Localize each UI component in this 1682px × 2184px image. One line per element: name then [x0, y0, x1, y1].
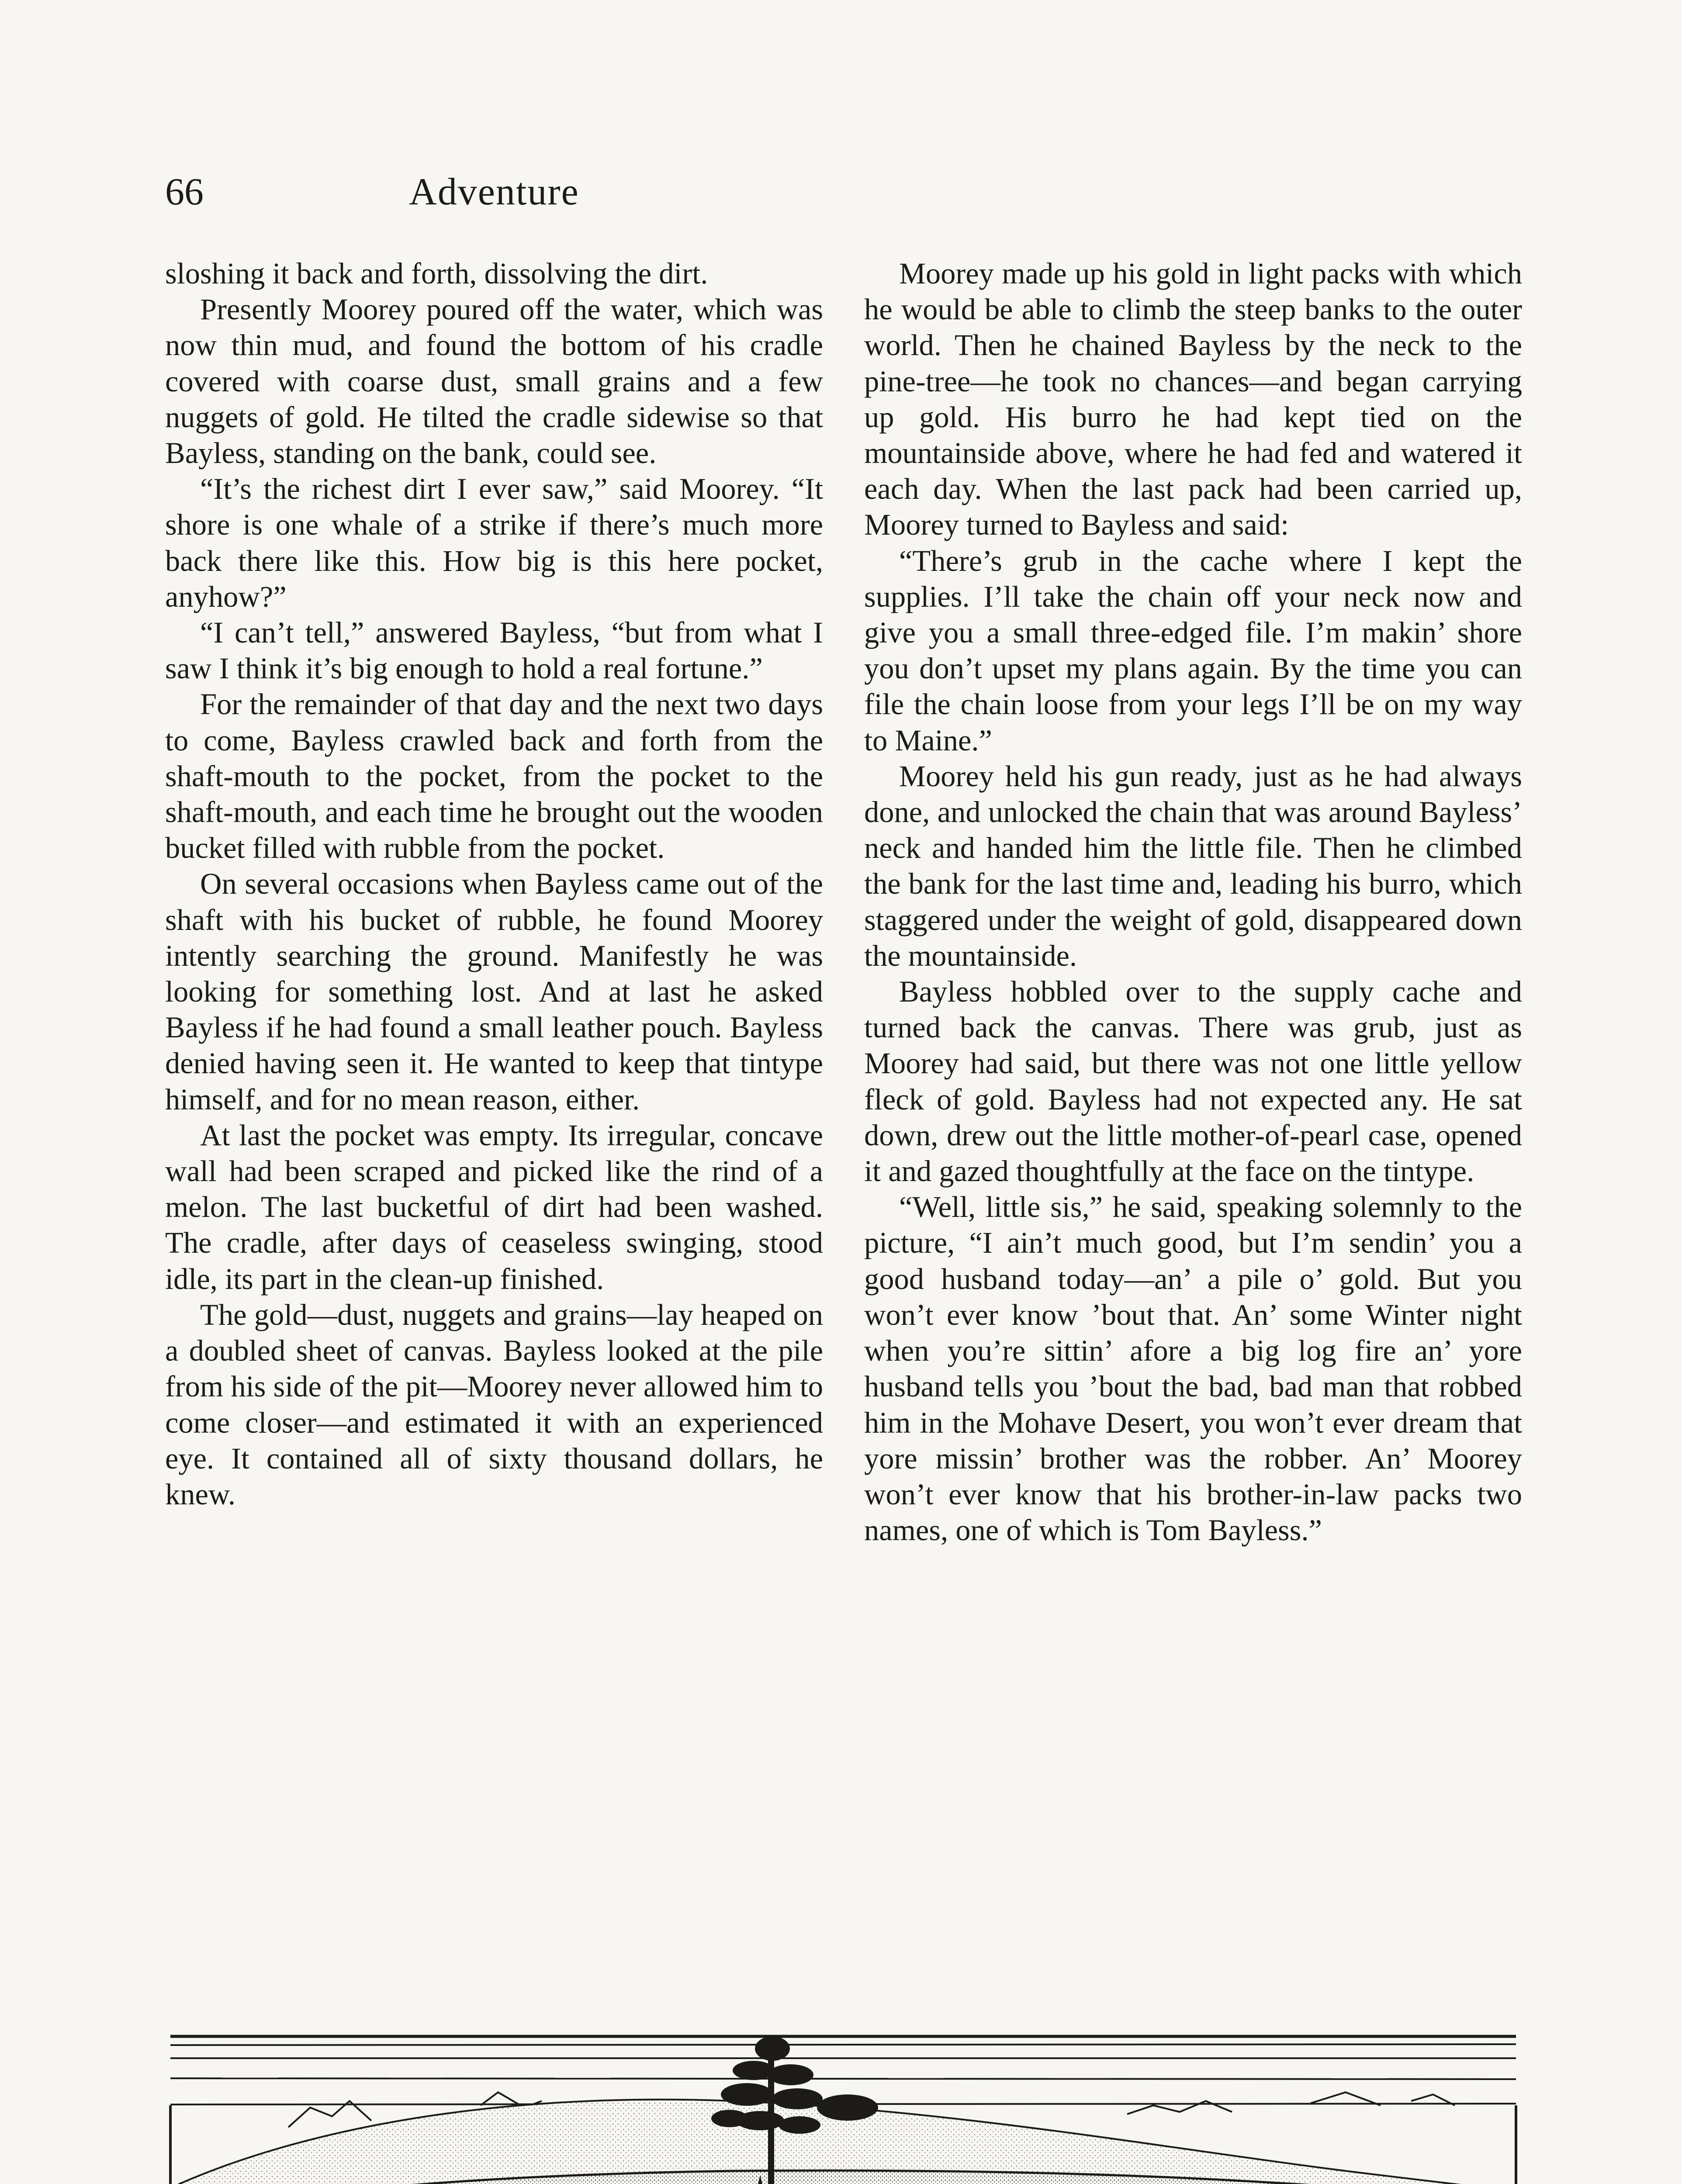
paragraph: For the remainder of that day and the next two days to come, Bayless crawled back and forth from the shaft-mouth to the pocket, from the pocket to the shaft-mouth, and each time he brought out the wooden bucket filled with rubble from the pocket. [165, 688, 823, 865]
paragraph: The gold—dust, nuggets and grains—lay heaped on a doubled sheet of canvas. Bayless looked at the pile from his side of the pit—Moorey never allowed him to come closer—and estimated it with an experienced eye. It contained all of sixty thousand dollars, he knew. [165, 1298, 823, 1511]
paragraph: Bayless hobbled over to the supply cache and turned back the canvas. There was grub, just as Moorey had said, but there was not one little yellow fleck of gold. Bayless had not expected any. He sat down, drew out the little mother-of-pearl case, opened it and gazed thoughtfully at the face on the tintype. [864, 975, 1522, 1188]
paragraph: At last the pocket was empty. Its irregular, concave wall had been scraped and picked like the rind of a melon. The last bucketful of dirt had been washed. The cradle, after days of ceaseless swinging, stood idle, its part in the clean-up finished. [165, 1118, 823, 1296]
page-header [165, 166, 823, 218]
frame-top-lines [170, 2036, 1516, 2105]
page-number: 66 [165, 171, 204, 213]
desert-landscape-vignette [166, 2018, 1520, 2184]
paragraph: “It’s the richest dirt I ever saw,” said Moorey. “It shore is one whale of a strike if there’s much more back there like this. How big is this here pocket, anyhow?” [165, 472, 823, 613]
paragraph: sloshing it back and forth, dissolving the dirt. [165, 257, 708, 290]
paragraph: “Well, little sis,” he said, speaking solemnly to the picture, “I ain’t much good, but I’m sendin’ you a good husband today—an’ a pile o’ gold. But you won’t ever know ’bout that. An’ some Winter night when you’re sittin’ afore a big log fire an’ yore husband tells you ’bout the bad, bad man that robbed him in the Mohave Desert, you won’t ever dream that yore missin’ brother was the robber. An’ Moorey won’t ever know that his brother-in-law packs two names, one of which is Tom Bayless.” [864, 1190, 1522, 1547]
right-column [864, 256, 1522, 1548]
left-column [165, 256, 823, 1512]
paragraph: “There’s grub in the cache where I kept the supplies. I’ll take the chain off your neck now and give you a small three-edged file. I’m makin’ shore you don’t upset my plans again. By the time you can file the chain loose from your legs I’ll be on my way to Maine.” [864, 544, 1522, 757]
paragraph: Moorey held his gun ready, just as he had always done, and unlocked the chain that was around Bayless’ neck and handed him the little file. Then he climbed the bank for the last time and, leading his burro, which staggered under the weight of gold, disappeared down the mountainside. [864, 759, 1522, 972]
paragraph: On several occasions when Bayless came out of the shaft with his bucket of rubble, he found Moorey intently searching the ground. Manifestly he was looking for something lost. And at last he asked Bayless if he had found a small leather pouch. Bayless denied having seen it. He wanted to keep that tintype himself, and for no mean reason, either. [165, 867, 823, 1116]
running-head: Adventure [409, 171, 579, 213]
paragraph: “I can’t tell,” answered Bayless, “but from what I saw I think it’s big enough to hold a real fortune.” [165, 616, 823, 685]
paragraph: Presently Moorey poured off the water, which was now thin mud, and found the bottom of his cradle covered with coarse dust, small grains and a few nuggets of gold. He tilted the cradle sidewise so that Bayless, standing on the bank, could see. [165, 293, 823, 470]
paragraph: Moorey made up his gold in light packs with which he would be able to climb the steep banks to the outer world. Then he chained Bayless by the neck to the pine-tree—he took no chances—and began carrying up gold. His burro he had kept tied on the mountainside above, where he had fed and watered it each day. When the last pack had been carried up, Moorey turned to Bayless and said: [864, 257, 1522, 542]
